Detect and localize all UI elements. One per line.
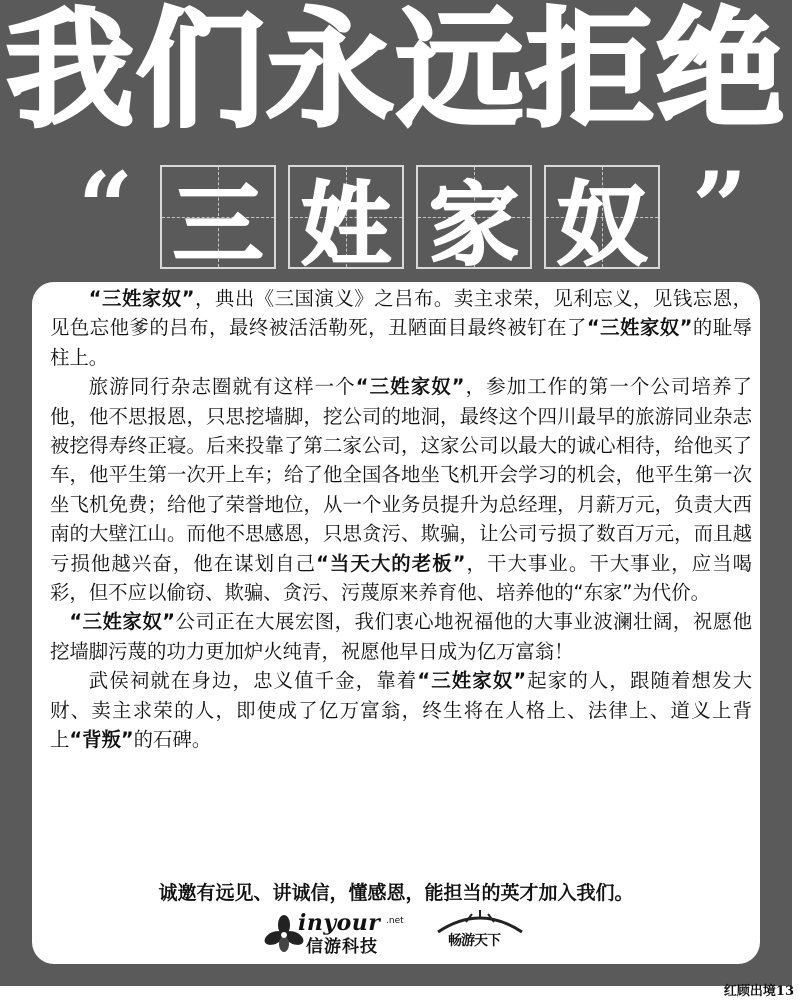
changyou-logo <box>432 910 528 958</box>
highlight-phrase: “背叛” <box>69 728 134 752</box>
text-segment: ，参加工作的第一个公司培养了他，他不思报恩，只思挖墙脚，挖公司的地洞，最终这个四川最早的旅游同业杂志被挖得寿终正寝。后来投靠了第二家公司，这家公司以最大的诚心相待，给他买了车，他平生第一次开上车；给了他全国各地坐飞机开会学习的机会，他平生第一次坐飞机免费；给他了荣誉地位，从一个业务员提升为总经理，月薪万元，负责大西南的大壁江山。而他不思感恩，只思贪污、欺骗，让公司亏损了数百万元，而且越亏损他越兴奋，他在谋划自己 <box>50 375 753 575</box>
text-segment: ，干大事业。干大事业，应当喝彩，但不应以偷窃、欺骗、贪污、污蔑原来养育他、培养他的“东家”为代价。 <box>50 551 752 605</box>
xinyou-logo <box>264 910 414 957</box>
text-segment: 的耻辱柱上。 <box>50 316 753 369</box>
text-segment: ，典出《三国演义》之吕布。卖主求荣，见利忘义，见钱忘恩，见色忘他爹的吕布，最终被活活勒死，丑陋面目最终被钉在了 <box>50 287 753 340</box>
paragraph <box>50 372 752 607</box>
highlight-phrase: “三姓家奴” <box>417 669 527 693</box>
text-segment: 公司正在大展宏图，我们衷心地祝福他的大事业波澜壮阔，祝愿他挖墙脚污蔑的功力更加炉火纯青，祝愿他早日成为亿万富翁！ <box>50 610 752 663</box>
headline: 我们永远拒绝 <box>5 0 786 145</box>
title-char: 三 <box>173 173 263 278</box>
highlight-phrase: “三姓家奴” <box>355 375 465 399</box>
changyou-name: 畅游天下 <box>448 933 500 949</box>
text-segment: 的石碑。 <box>133 728 212 752</box>
paragraph <box>50 607 752 666</box>
title-box <box>288 165 404 278</box>
content-card <box>32 282 760 964</box>
highlight-phrase: “三姓家奴” <box>88 287 195 310</box>
text-segment: 起家的人，跟随着想发大财、卖主求荣的人，即使成了亿万富翁，终生将在人格上、法律上、道义上背上 <box>50 669 753 752</box>
xinyou-brand: inyour <box>298 910 381 936</box>
article-body <box>50 284 752 755</box>
title-char: 奴 <box>557 173 647 278</box>
title-box <box>416 165 532 278</box>
paragraph <box>50 284 752 372</box>
title-box <box>544 165 660 278</box>
text-segment: 武侯祠就在身边，忠义值千金，靠着 <box>88 669 418 693</box>
title-box <box>160 165 276 278</box>
page-footer: 红顾出境13 <box>723 984 794 999</box>
highlight-phrase: “三姓家奴” <box>586 316 693 340</box>
title-boxes <box>160 165 660 278</box>
xinyou-name: 信游科技 <box>306 937 378 957</box>
title-quote-close: ” <box>692 151 748 264</box>
xinyou-domain: .net <box>386 916 404 926</box>
title-quote-open: “ <box>78 151 134 264</box>
invitation-line: 诚邀有远见、讲诚信，懂感恩，能担当的英才加入我们。 <box>158 882 634 904</box>
title-char: 家 <box>429 173 519 278</box>
text-segment: 旅游同行杂志圈就有这样一个 <box>88 375 356 399</box>
title-char: 姓 <box>301 173 391 278</box>
highlight-phrase: “当天大的老板” <box>316 551 466 575</box>
highlight-phrase: “三姓家奴” <box>69 610 175 634</box>
paragraph <box>50 666 752 754</box>
